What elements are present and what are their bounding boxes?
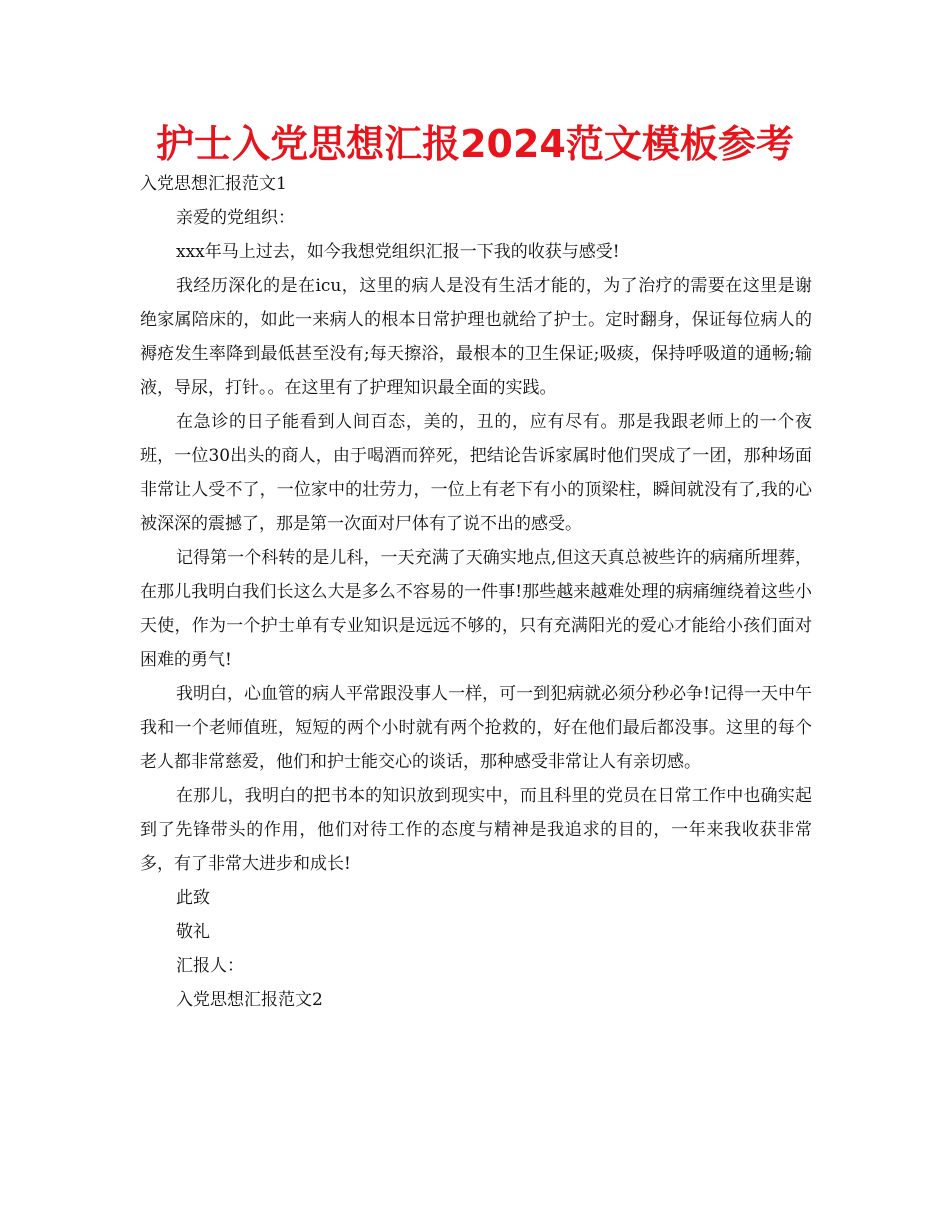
paragraph-1: xxx年马上过去，如今我想党组织汇报一下我的收获与感受! [176,242,620,262]
reporter-label: 汇报人： [176,956,244,976]
salutation: 亲爱的党组织： [176,208,295,228]
section-heading-2: 入党思想汇报范文2 [176,990,323,1010]
paragraph-6: 在那儿，我明白的把书本的知识放到现实中，而且科里的党员在日常工作中也确实起到了先锋带头的作用，他们对待工作的态度与精神是我追求的目的，一年来我收获非常多，有了非常大进步和成长! [140,786,812,874]
closing-salute: 敬礼 [176,922,210,942]
document-body [140,167,812,1017]
section-heading-1: 入党思想汇报范文1 [140,174,287,194]
closing-respect: 此致 [176,888,210,908]
document-title: 护士入党思想汇报2024范文模板参考 [156,122,794,166]
paragraph-5: 我明白，心血管的病人平常跟没事人一样，可一到犯病就必须分秒必争!记得一天中午我和一个老师值班，短短的两个小时就有两个抢救的，好在他们最后都没事。这里的每个老人都非常慈爱，他们和护士能交心的谈话，那种感受非常让人有亲切感。 [140,684,812,772]
paragraph-3: 在急诊的日子能看到人间百态，美的，丑的，应有尽有。那是我跟老师上的一个夜班，一位30出头的商人，由于喝酒而猝死，把结论告诉家属时他们哭成了一团，那种场面非常让人受不了，一位家中的壮劳力，一位上有老下有小的顶梁柱，瞬间就没有了,我的心被深深的震撼了，那是第一次面对尸体有了说不出的感受。 [140,412,812,534]
paragraph-4: 记得第一个科转的是儿科，一天充满了天确实地点,但这天真总被些许的病痛所埋葬，在那儿我明白我们长这么大是多么不容易的一件事!那些越来越难处理的病痛缠绕着这些小天使，作为一个护士单有专业知识是远远不够的，只有充满阳光的爱心才能给小孩们面对困难的勇气! [140,548,812,670]
paragraph-2: 我经历深化的是在icu，这里的病人是没有生活才能的，为了治疗的需要在这里是谢绝家属陪床的，如此一来病人的根本日常护理也就给了护士。定时翻身，保证每位病人的褥疮发生率降到最低甚至没有;每天擦浴，最根本的卫生保证;吸痰，保持呼吸道的通畅;输液，导尿，打针。。在这里有了护理知识最全面的实践。 [140,276,812,398]
